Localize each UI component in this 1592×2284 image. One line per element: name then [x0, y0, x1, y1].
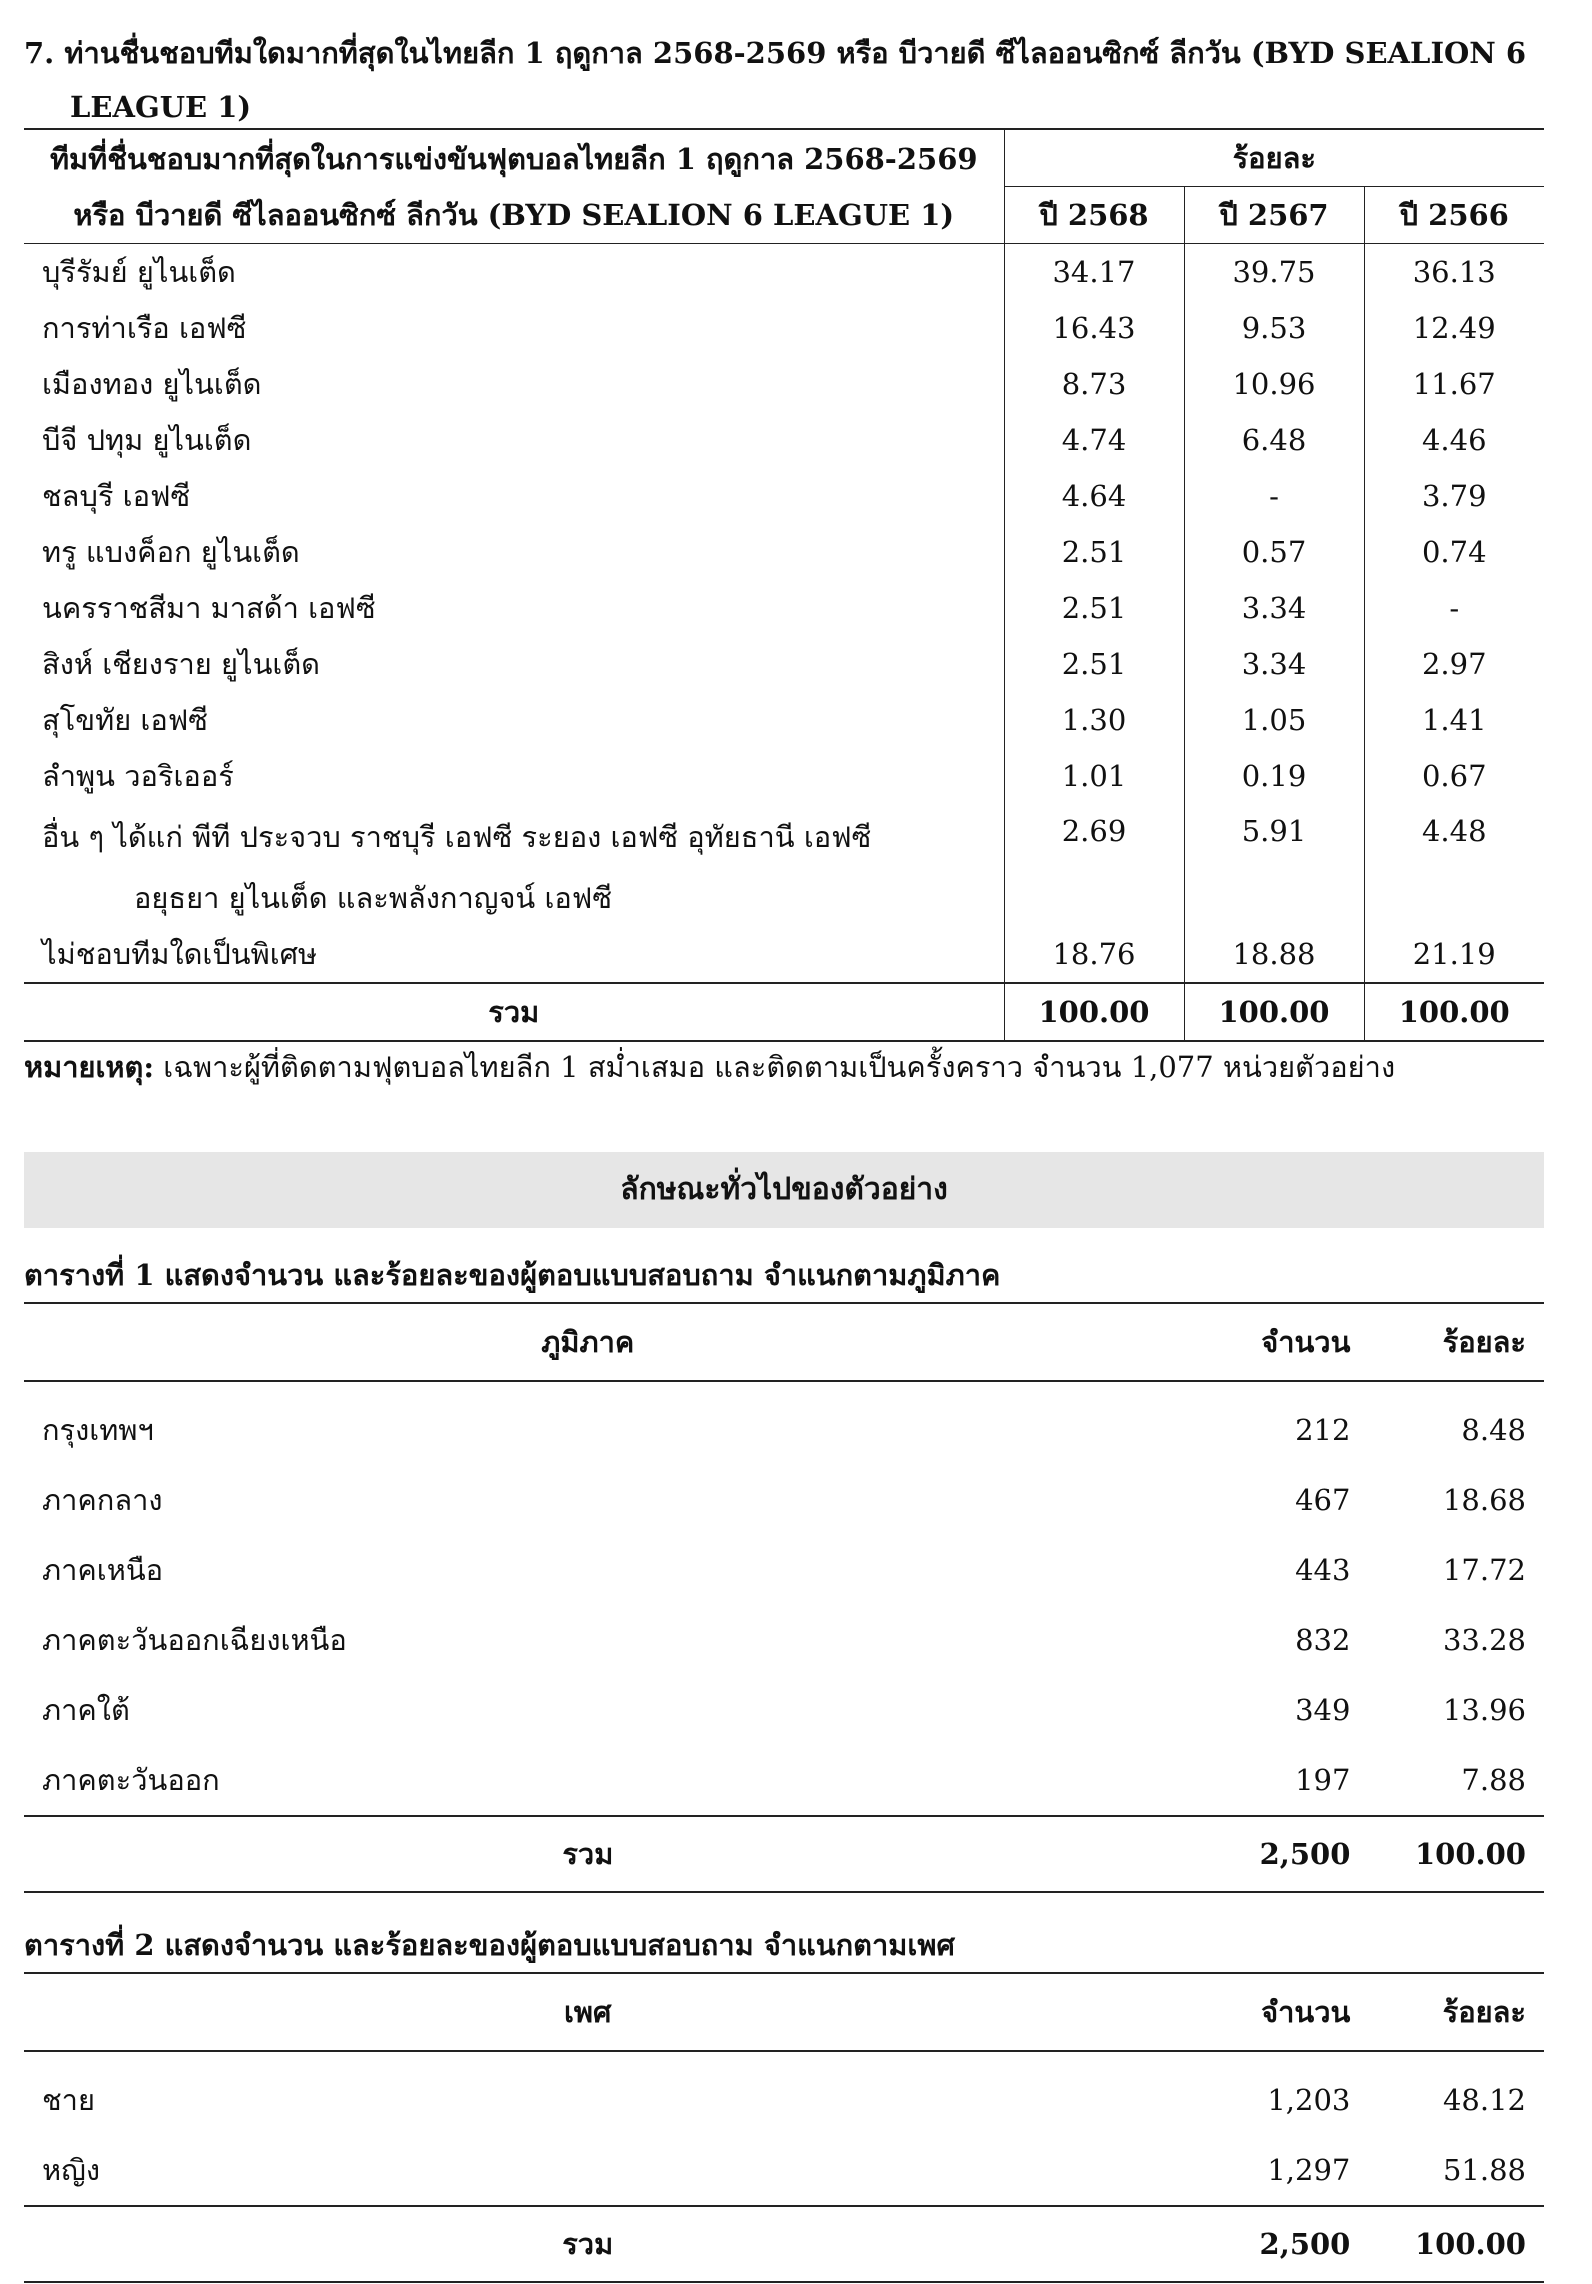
- empty-cell: [1364, 870, 1544, 926]
- team-name: สุโขทัย เอฟซี: [42, 703, 208, 737]
- note-label: หมายเหตุ:: [24, 1050, 155, 1084]
- percent-value: -: [1364, 580, 1544, 636]
- percent-value: 12.49: [1364, 300, 1544, 356]
- question-heading: [24, 26, 1544, 134]
- gender-table: [24, 1972, 1544, 2283]
- percent-value: 17.72: [1442, 1553, 1526, 1587]
- year-header: ปี 2568: [1004, 187, 1184, 244]
- row-label: ภาคกลาง: [42, 1483, 163, 1517]
- table-row: [24, 244, 1544, 301]
- percent-value: 18.76: [1004, 926, 1184, 983]
- percent-value: 18.88: [1184, 926, 1364, 983]
- table1-caption: ตารางที่ 1 แสดงจำนวน และร้อยละของผู้ตอบแบบสอบถาม จำแนกตามภูมิภาค: [24, 1258, 1001, 1292]
- table-row: [24, 1605, 1544, 1675]
- question-line-2: LEAGUE 1): [70, 90, 252, 124]
- team-name: สิงห์ เชียงราย ยูไนเต็ด: [42, 647, 320, 681]
- team-header-line-2: หรือ บีวายดี ซีไลออนซิกซ์ ลีกวัน (BYD SEALION 6 LEAGUE 1): [73, 197, 955, 232]
- column-header: ร้อยละ: [1366, 1973, 1544, 2051]
- percent-value: 8.73: [1004, 356, 1184, 412]
- table-row: [24, 580, 1544, 636]
- percent-value: 4.74: [1004, 412, 1184, 468]
- total-label: รวม: [24, 1816, 1153, 1892]
- percent-value: 2.69: [1004, 804, 1184, 870]
- percent-value: 3.34: [1184, 636, 1364, 692]
- column-header: ร้อยละ: [1366, 1303, 1544, 1381]
- percent-value: 34.17: [1004, 244, 1184, 301]
- team-name: ไม่ชอบทีมใดเป็นพิเศษ: [42, 937, 318, 971]
- total-value: 100.00: [1184, 983, 1364, 1041]
- percent-value: 10.96: [1184, 356, 1364, 412]
- percent-value: 18.68: [1442, 1483, 1526, 1517]
- percent-value: 4.64: [1004, 468, 1184, 524]
- total-value: 100.00: [1364, 983, 1544, 1041]
- column-header: ภูมิภาค: [24, 1303, 1153, 1381]
- percent-value: 4.48: [1364, 804, 1544, 870]
- table-row: [24, 1745, 1544, 1816]
- table-row: [24, 300, 1544, 356]
- team-name: ชลบุรี เอฟซี: [42, 479, 191, 513]
- percent-value: 2.51: [1004, 636, 1184, 692]
- percent-value: 1.30: [1004, 692, 1184, 748]
- table-total-row: [24, 2206, 1544, 2282]
- percent-value: 2.97: [1364, 636, 1544, 692]
- empty-cell: [1184, 870, 1364, 926]
- table-row: [24, 692, 1544, 748]
- table-row: [24, 1381, 1544, 1465]
- column-header: เพศ: [24, 1973, 1152, 2051]
- total-label: รวม: [24, 983, 1004, 1041]
- count-value: 443: [1295, 1553, 1351, 1587]
- count-value: 349: [1295, 1693, 1351, 1727]
- region-table: [24, 1302, 1544, 1893]
- table-row: [24, 1535, 1544, 1605]
- year-header: ปี 2567: [1184, 187, 1364, 244]
- row-label: ภาคใต้: [42, 1693, 130, 1727]
- note-text: เฉพาะผู้ที่ติดตามฟุตบอลไทยลีก 1 สม่ำเสมอ และติดตามเป็นครั้งคราว จำนวน 1,077 หน่วยตัวอย่าง: [154, 1050, 1396, 1084]
- count-value: 1,203: [1267, 2083, 1351, 2117]
- table-row: [24, 468, 1544, 524]
- percent-value: 33.28: [1442, 1623, 1526, 1657]
- column-header: จำนวน: [1153, 1303, 1367, 1381]
- team-name: ทรู แบงค็อก ยูไนเต็ด: [42, 535, 300, 569]
- percent-header: ร้อยละ: [1004, 129, 1544, 187]
- total-value: 100.00: [1366, 1816, 1544, 1892]
- table-row: [24, 356, 1544, 412]
- row-label: หญิง: [42, 2153, 100, 2187]
- percent-value: 7.88: [1461, 1763, 1526, 1797]
- table2-caption: ตารางที่ 2 แสดงจำนวน และร้อยละของผู้ตอบแบบสอบถาม จำแนกตามเพศ: [24, 1928, 955, 1962]
- percent-value: 1.41: [1364, 692, 1544, 748]
- total-label: รวม: [24, 2206, 1152, 2282]
- row-label: ภาคตะวันออก: [42, 1763, 220, 1797]
- percent-value: 1.05: [1184, 692, 1364, 748]
- favorite-team-table: [24, 128, 1544, 1042]
- count-value: 467: [1295, 1483, 1351, 1517]
- table-row: [24, 412, 1544, 468]
- table-row: [24, 636, 1544, 692]
- table-row: [24, 1675, 1544, 1745]
- count-value: 1,297: [1267, 2153, 1351, 2187]
- table-row: [24, 748, 1544, 804]
- section-title: ลักษณะทั่วไปของตัวอย่าง: [24, 1152, 1544, 1228]
- total-value: 100.00: [1366, 2206, 1544, 2282]
- count-value: 832: [1295, 1623, 1351, 1657]
- percent-value: 5.91: [1184, 804, 1364, 870]
- team-name: การท่าเรือ เอฟซี: [42, 311, 247, 345]
- team-name: ลำพูน วอริเออร์: [42, 759, 234, 793]
- percent-value: 2.51: [1004, 524, 1184, 580]
- percent-value: 9.53: [1184, 300, 1364, 356]
- count-value: 197: [1295, 1763, 1351, 1797]
- empty-cell: [1004, 870, 1184, 926]
- percent-value: 6.48: [1184, 412, 1364, 468]
- table-note: [24, 1044, 1395, 1090]
- team-name: บุรีรัมย์ ยูไนเต็ด: [42, 255, 236, 289]
- header-row: [24, 1303, 1544, 1381]
- percent-value: 0.57: [1184, 524, 1364, 580]
- team-name: บีจี ปทุม ยูไนเต็ด: [42, 423, 252, 457]
- percent-value: 13.96: [1442, 1693, 1526, 1727]
- percent-value: 3.79: [1364, 468, 1544, 524]
- percent-value: 0.67: [1364, 748, 1544, 804]
- total-value: 100.00: [1004, 983, 1184, 1041]
- row-label: ชาย: [42, 2083, 95, 2117]
- percent-value: 2.51: [1004, 580, 1184, 636]
- percent-value: 4.46: [1364, 412, 1544, 468]
- team-name: อื่น ๆ ได้แก่ พีที ประจวบ ราชบุรี เอฟซี ระยอง เอฟซี อุทัยธานี เอฟซี: [42, 820, 872, 854]
- percent-value: 8.48: [1461, 1413, 1526, 1447]
- table-row: [24, 804, 1544, 870]
- percent-value: 51.88: [1442, 2153, 1526, 2187]
- row-label: ภาคตะวันออกเฉียงเหนือ: [42, 1623, 347, 1657]
- percent-value: 1.01: [1004, 748, 1184, 804]
- percent-value: 16.43: [1004, 300, 1184, 356]
- team-column-header: [24, 129, 1004, 244]
- table-row: [24, 926, 1544, 983]
- total-value: 2,500: [1153, 1816, 1367, 1892]
- table-row: [24, 524, 1544, 580]
- team-name-continued: อยุธยา ยูไนเต็ด และพลังกาญจน์ เอฟซี: [134, 881, 613, 915]
- table-row-continuation: [24, 870, 1544, 926]
- percent-value: 3.34: [1184, 580, 1364, 636]
- column-header: จำนวน: [1152, 1973, 1366, 2051]
- team-name: เมืองทอง ยูไนเต็ด: [42, 367, 262, 401]
- percent-value: 39.75: [1184, 244, 1364, 301]
- percent-value: 36.13: [1364, 244, 1544, 301]
- row-label: ภาคเหนือ: [42, 1553, 164, 1587]
- total-value: 2,500: [1152, 2206, 1366, 2282]
- table-total-row: [24, 983, 1544, 1041]
- team-name: นครราชสีมา มาสด้า เอฟซี: [42, 591, 376, 625]
- percent-value: 21.19: [1364, 926, 1544, 983]
- percent-value: 48.12: [1442, 2083, 1526, 2117]
- table-row: [24, 2051, 1544, 2135]
- question-line-1: 7. ท่านชื่นชอบทีมใดมากที่สุดในไทยลีก 1 ฤดูกาล 2568-2569 หรือ บีวายดี ซีไลออนซิกซ์ ลีกวัน (BYD SEALION 6: [24, 36, 1527, 70]
- percent-value: -: [1184, 468, 1364, 524]
- table-row: [24, 2135, 1544, 2206]
- count-value: 212: [1295, 1413, 1351, 1447]
- team-header-line-1: ทีมที่ชื่นชอบมากที่สุดในการแข่งขันฟุตบอลไทยลีก 1 ฤดูกาล 2568-2569: [49, 141, 978, 176]
- percent-value: 11.67: [1364, 356, 1544, 412]
- table-total-row: [24, 1816, 1544, 1892]
- row-label: กรุงเทพฯ: [42, 1413, 154, 1447]
- percent-value: 0.19: [1184, 748, 1364, 804]
- percent-value: 0.74: [1364, 524, 1544, 580]
- year-header: ปี 2566: [1364, 187, 1544, 244]
- table-row: [24, 1465, 1544, 1535]
- header-row: [24, 1973, 1544, 2051]
